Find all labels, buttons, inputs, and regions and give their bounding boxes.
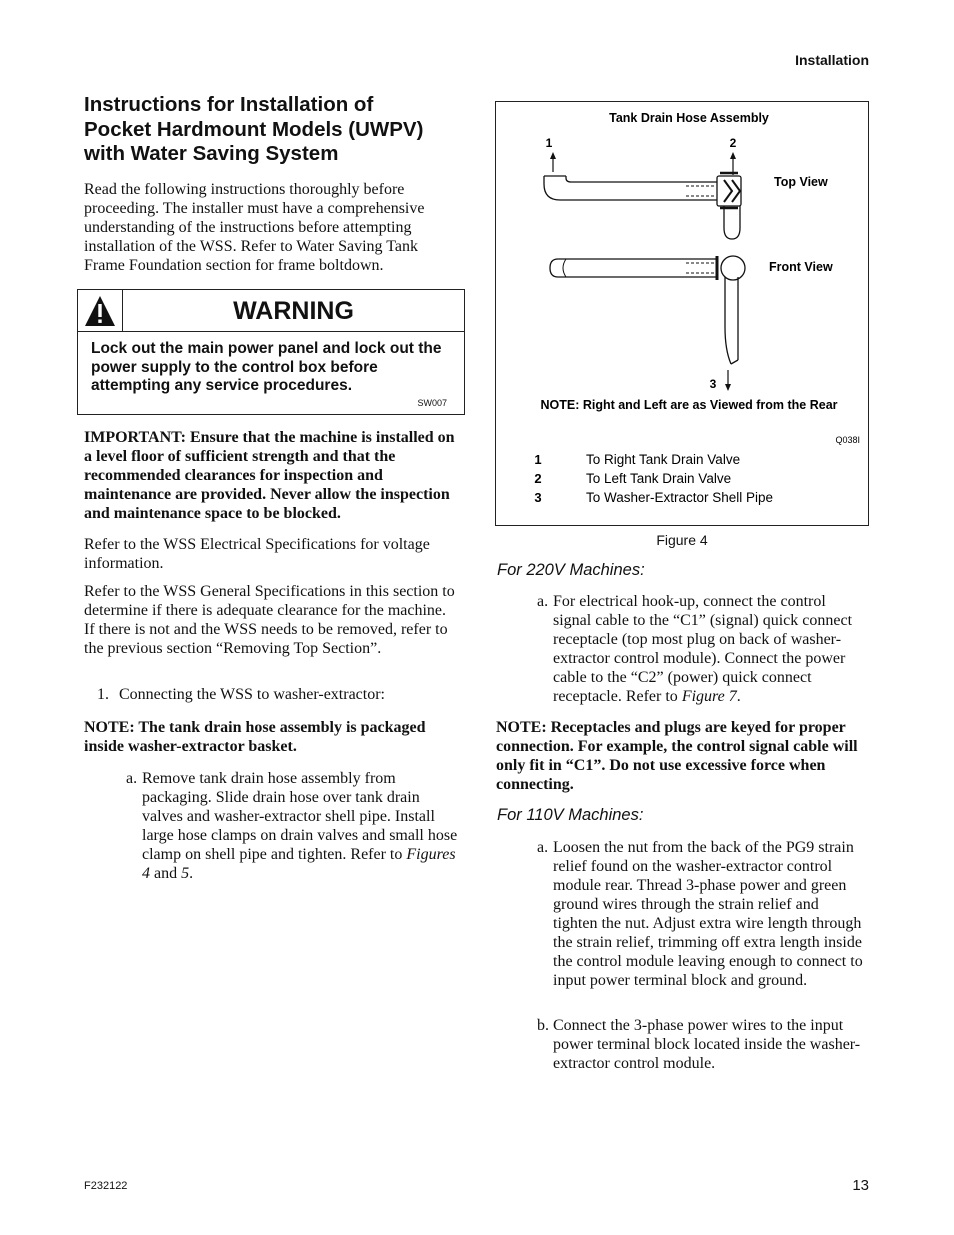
- warning-title: WARNING: [233, 297, 354, 325]
- figure-caption: Figure 4: [656, 532, 708, 548]
- warning-box: [77, 289, 465, 415]
- step-220v-a-marker: a.: [537, 593, 549, 610]
- figure-code: Q038I: [835, 435, 860, 445]
- figure-title: Tank Drain Hose Assembly: [609, 111, 769, 125]
- callout-2-top: 2: [729, 136, 737, 150]
- step-1a-end: .: [189, 865, 194, 882]
- important-notice: [84, 428, 460, 523]
- callout-3-arrow: [725, 370, 731, 391]
- warning-icon-cell: [78, 290, 123, 332]
- header-section-label: Installation: [795, 52, 869, 68]
- step-1-text: Connecting the WSS to washer-extractor:: [119, 686, 385, 703]
- step-220v-a: [537, 592, 867, 706]
- title-line-3: with Water Saving System: [84, 142, 339, 165]
- callout-1-arrow: [550, 152, 556, 172]
- step-1a-marker: a.: [126, 770, 138, 787]
- step-1a-and: and: [154, 865, 178, 882]
- heading-220v: For 220V Machines:: [497, 561, 645, 579]
- step-110v-a-text: Loosen the nut from the back of the PG9 strain relief found on the washer-extractor control module rear. Thread 3-phase power and green ground wires through the strain relief and tighten the nut. Adjust extra wire length through the strain relief, trimming off extra length inside the control module leaving enough to connect to input power terminal block and ground.: [553, 839, 863, 989]
- note-packaging-text: NOTE: The tank drain hose assembly is packaged inside washer-extractor basket.: [84, 719, 426, 755]
- warning-triangle-icon: [78, 290, 122, 331]
- figure-7-reference: Figure 7: [681, 688, 737, 705]
- figures-4-reference: Figures 4: [142, 846, 456, 882]
- top-view-hose: [544, 173, 741, 239]
- warning-text: Lock out the main power panel and lock out the power supply to the control box before attempting any service procedures.: [91, 340, 442, 394]
- step-220v-a-end: .: [736, 688, 741, 705]
- legend-number: 2: [534, 471, 542, 486]
- step-110v-b-text: Connect the 3-phase power wires to the input power terminal block located inside the washer-extractor control module.: [553, 1017, 861, 1072]
- legend-text: To Washer-Extractor Shell Pipe: [586, 490, 774, 505]
- important-text: IMPORTANT: Ensure that the machine is installed on a level floor of sufficient strength and that the recommended clearances for inspection and maintenance are provided. Never allow the inspection and maintenance space to be blocked.: [84, 429, 455, 522]
- warning-code: SW007: [417, 398, 447, 408]
- figure-legend: [534, 452, 773, 505]
- legend-text: To Left Tank Drain Valve: [586, 471, 732, 486]
- step-1a: [126, 769, 458, 883]
- front-view-hose: [550, 256, 745, 364]
- page-number: 13: [852, 1177, 869, 1194]
- note-receptacles: [496, 718, 872, 794]
- step-110v-b: [537, 1016, 867, 1073]
- step-1-marker: 1.: [97, 686, 109, 703]
- note-packaging: [84, 718, 460, 756]
- callout-1-top: 1: [545, 136, 553, 150]
- electrical-spec-reference: Refer to the WSS Electrical Specifications for voltage information.: [84, 536, 430, 572]
- tank-drain-hose-diagram: [496, 102, 868, 525]
- step-110v-b-marker: b.: [537, 1017, 549, 1034]
- warning-title-cell: [123, 290, 464, 332]
- page-title: [84, 93, 464, 167]
- title-line-2: Pocket Hardmount Models (UWPV): [84, 117, 424, 141]
- legend-number: 3: [534, 490, 542, 505]
- figure-4-box: [495, 101, 869, 526]
- step-1a-text: Remove tank drain hose assembly from packaging. Slide drain hose over tank drain valves and washer-extractor shell pipe. Install large hose clamps on drain valves and small hose clamp on shell pipe and tighten. Refer to: [142, 770, 458, 863]
- callout-3-label: 3: [709, 377, 717, 391]
- title-line-1: Instructions for Installation of: [84, 93, 374, 116]
- note-receptacles-text: NOTE: Receptacles and plugs are keyed for proper connection. For example, the control signal cable will only fit in “C1”. Do not use excessive force when connecting.: [496, 719, 858, 793]
- step-220v-a-body: [553, 592, 867, 706]
- step-110v-a-marker: a.: [537, 839, 549, 856]
- intro-paragraph: Read the following instructions thoroughly before proceeding. The installer must have a comprehensive understanding of the instructions before attempting installation of the WSS. Refer to Water Saving Tank Frame Foundation section for frame boltdown.: [84, 181, 425, 274]
- general-spec-reference: Refer to the WSS General Specifications in this section to determine if there is adequate clearance for the machine. If there is not and the WSS needs to be removed, refer to the previous section “Removing Top Section”.: [84, 583, 455, 657]
- footer-document-code: F232122: [84, 1180, 128, 1192]
- legend-number: 1: [534, 452, 542, 467]
- heading-110v: For 110V Machines:: [497, 806, 644, 824]
- figure-5-reference: 5: [181, 865, 190, 882]
- top-view-label: Top View: [774, 175, 828, 189]
- legend-text: To Right Tank Drain Valve: [586, 452, 741, 467]
- figure-note: NOTE: Right and Left are as Viewed from the Rear: [540, 398, 838, 412]
- callout-2-arrow: [730, 152, 736, 175]
- step-1: [97, 685, 457, 704]
- step-220v-a-text: For electrical hook-up, connect the control signal cable to the “C1” (signal) quick connect receptacle (top most plug on back of washer-extractor control module). Connect the power cable to the “C2” (power) quick connect receptacle. Refer to: [553, 593, 853, 705]
- front-view-label: Front View: [769, 260, 833, 274]
- step-1a-body: [142, 769, 458, 883]
- step-110v-a: [537, 838, 867, 990]
